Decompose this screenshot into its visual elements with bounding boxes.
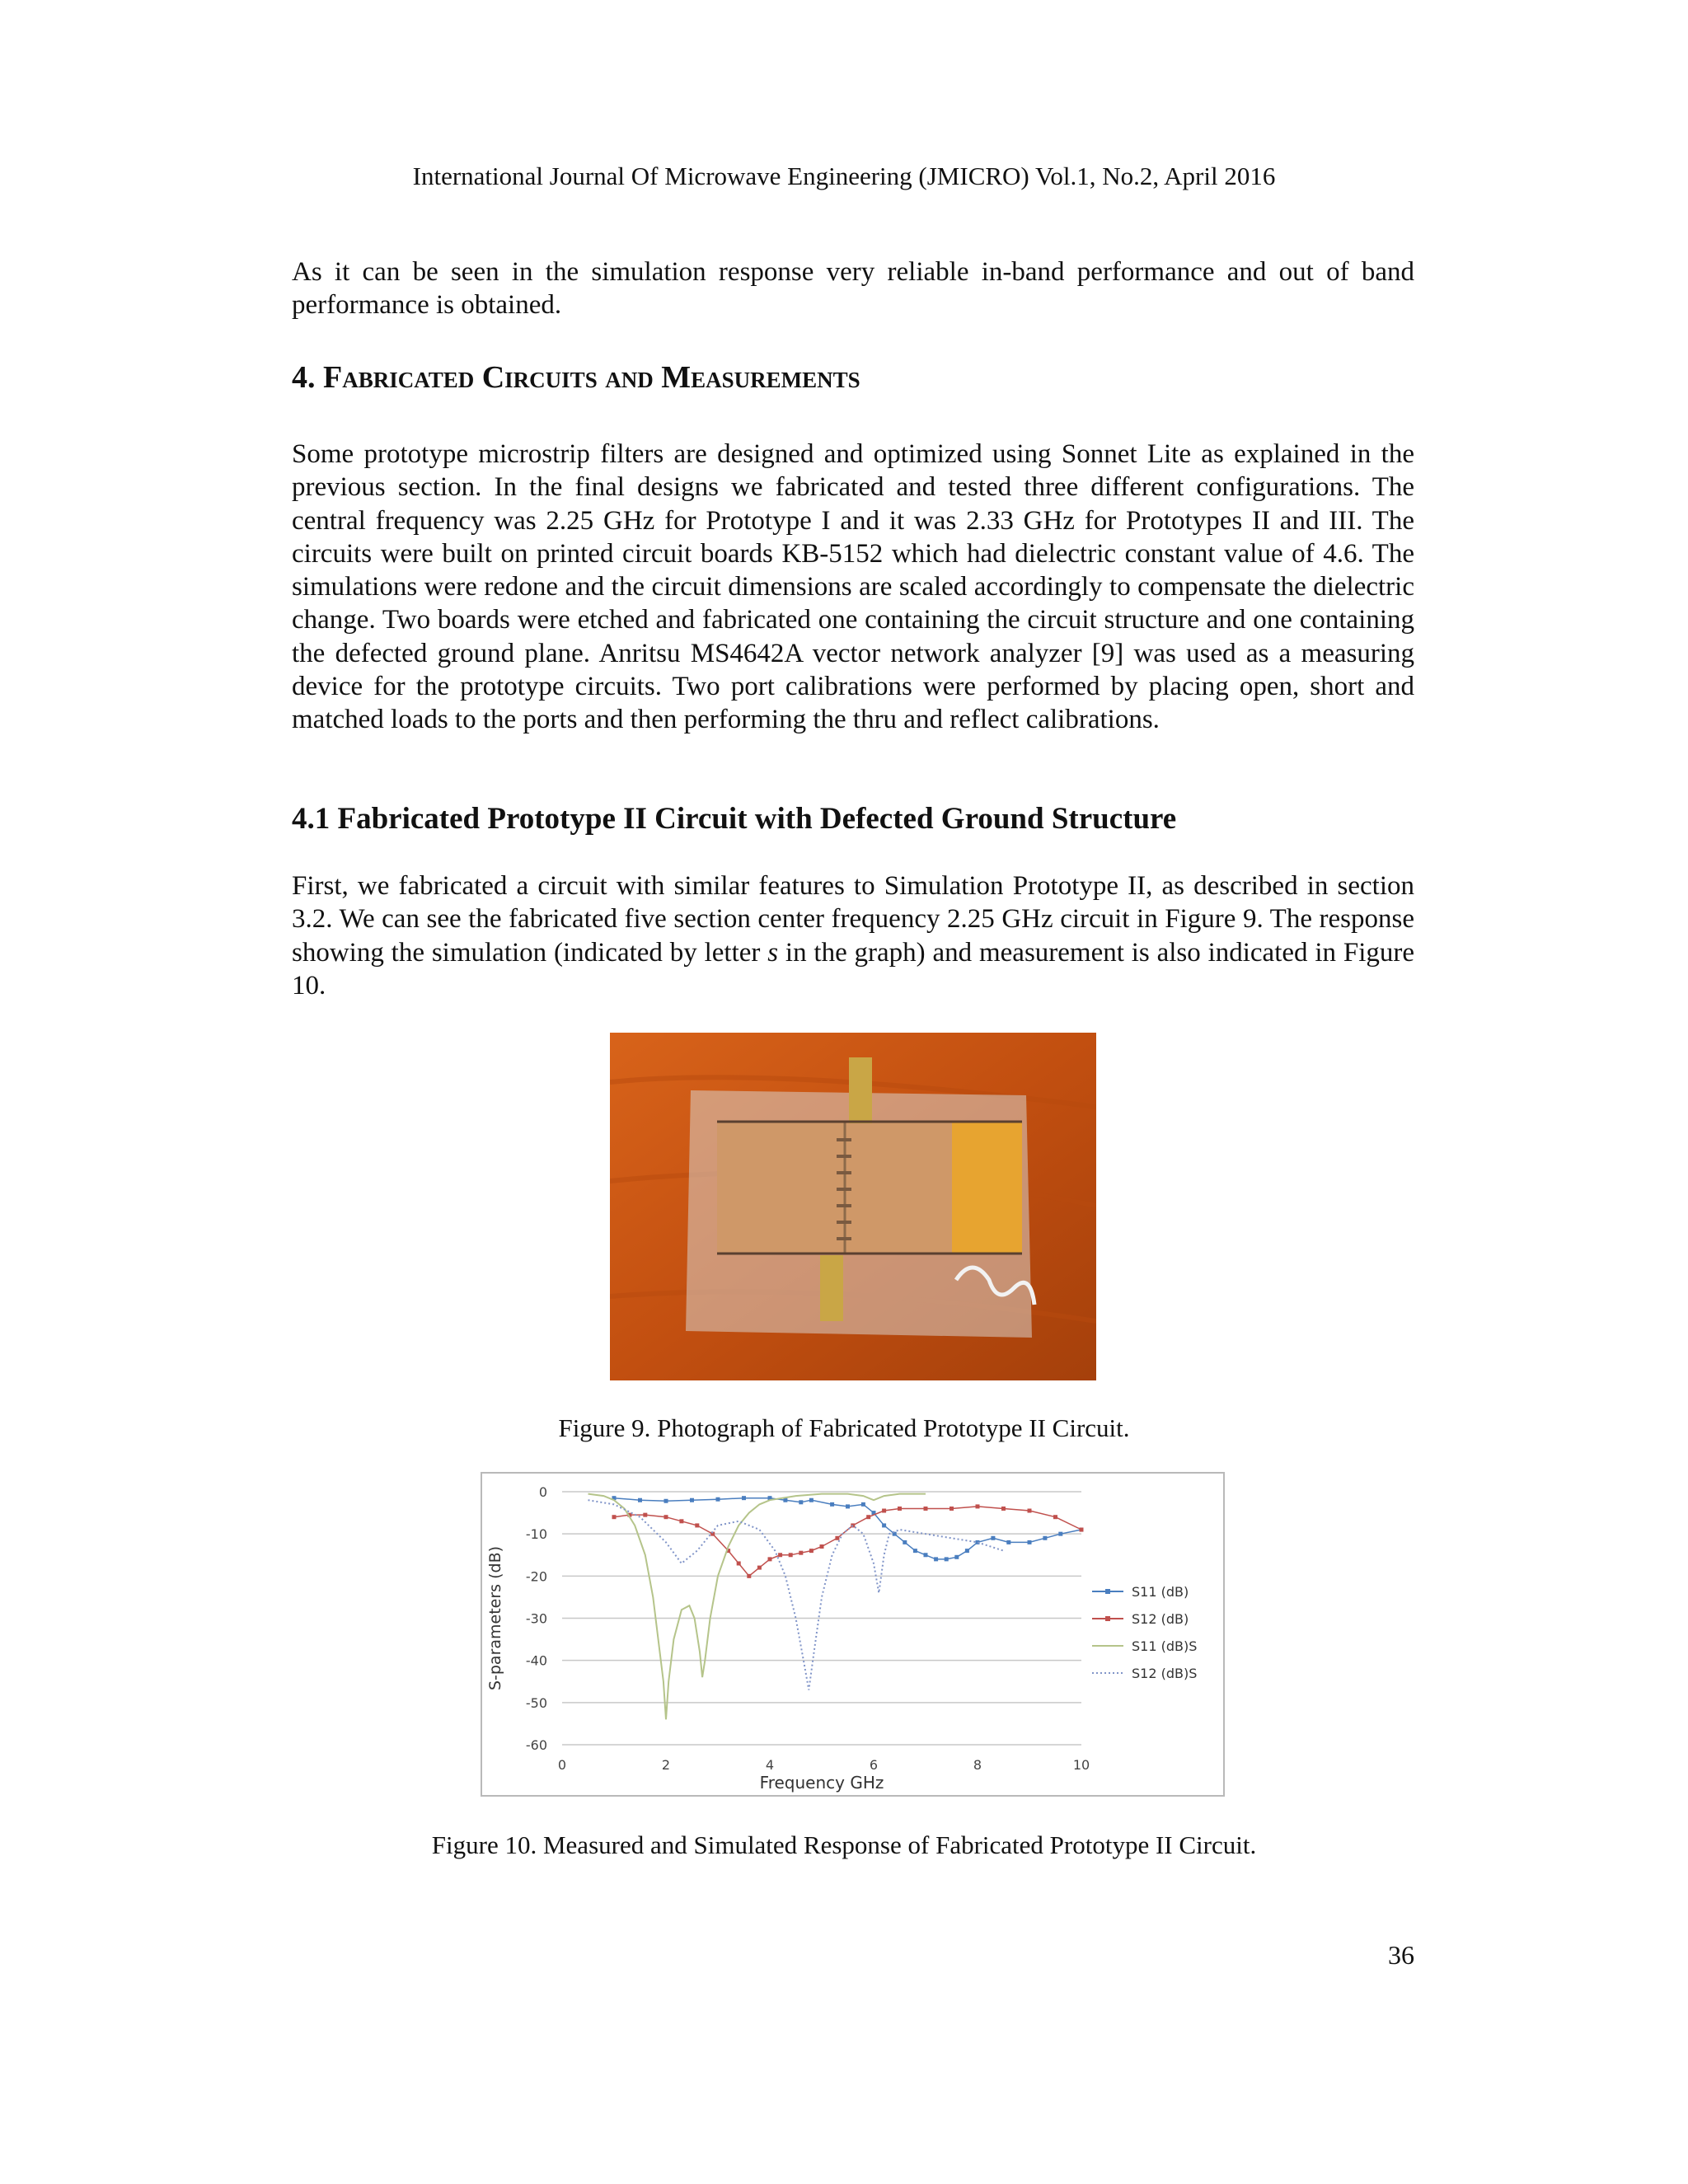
section-4-title: Fabricated Circuits and Measurements	[323, 360, 860, 395]
defected-ground-pattern	[837, 1140, 851, 1239]
section-4-1-heading: 4.1 Fabricated Prototype II Circuit with Defected Ground Structure	[292, 802, 1177, 836]
x-tick-label: 8	[973, 1757, 982, 1773]
series-2-point	[976, 1504, 980, 1508]
y-tick-label: 0	[538, 1484, 547, 1500]
figure-9-photo	[610, 1033, 1096, 1380]
series-1-point	[934, 1557, 938, 1561]
series-1-point	[965, 1549, 969, 1553]
series-2-point	[882, 1509, 886, 1513]
legend-marker	[1105, 1616, 1110, 1621]
series-2-point	[835, 1536, 839, 1540]
section-4-1-text-a: First, we fabricated a circuit with similar features to Simulation Prototype II, as described in section 3.2. We can see the fabricated five section center frequency 2.25 GHz circuit in Figure 9. The response showing the simulation (indicated by letter	[292, 871, 1414, 968]
section-4-1-text-b: in the graph) and measurement is also indicated in Figure 10.	[292, 937, 1415, 1001]
series-line-4	[588, 1500, 1004, 1690]
figure-10-chart-frame	[481, 1472, 1225, 1797]
series-2-point	[866, 1515, 870, 1519]
series-1-point	[1028, 1540, 1032, 1544]
series-1-point	[861, 1502, 865, 1507]
series-1-point	[903, 1540, 907, 1544]
y-axis-label: S-parameters (dB)	[486, 1545, 504, 1691]
section-4-paragraph: Some prototype microstrip filters are designed and optimized using Sonnet Lite as explained in the previous section. In the final designs we fabricated and tested three different configurations. The central frequency was 2.25 GHz for Prototype I and it was 2.33 GHz for Prototypes II and III. The circuits were built on printed circuit boards KB-5152 which had dielectric constant value of 4.6. The simulations were redone and the circuit dimensions are scaled accordingly to compensate the dielectric change. Two boards were etched and fabricated one containing the circuit structure and one containing the defected ground plane. Anritsu MS4642A vector network analyzer [9] was used as a measuring device for the prototype circuits. Two port calibrations were performed by placing open, short and matched loads to the ports and then performing the thru and reflect calibrations.	[292, 439, 1414, 735]
y-tick-label: -30	[525, 1610, 547, 1627]
section-4-1-italic-s: s	[767, 937, 779, 968]
series-2-point	[664, 1515, 668, 1519]
series-2-point	[679, 1519, 683, 1523]
series-1-point	[690, 1498, 694, 1502]
series-2-point	[695, 1523, 699, 1527]
series-2-point	[1001, 1507, 1006, 1511]
series-1-point	[783, 1498, 787, 1502]
x-tick-label: 10	[1072, 1757, 1090, 1773]
section-4-number: 4.	[292, 360, 316, 395]
series-1-point	[742, 1496, 746, 1500]
series-1-point	[664, 1499, 668, 1503]
running-head: International Journal Of Microwave Engineering (JMICRO) Vol.1, No.2, April 2016	[412, 162, 1276, 190]
series-2-point	[643, 1513, 647, 1517]
y-tick-label: -50	[525, 1694, 547, 1711]
series-1-point	[716, 1497, 720, 1502]
page-number: 36	[1388, 1940, 1414, 1970]
series-1-point	[1043, 1536, 1047, 1540]
legend-label: S12 (dB)S	[1132, 1666, 1198, 1681]
legend-marker	[1105, 1589, 1110, 1594]
x-tick-label: 6	[869, 1757, 879, 1773]
series-2-point	[768, 1557, 772, 1561]
figure-9-caption: Figure 9. Photograph of Fabricated Prototype II Circuit.	[558, 1413, 1130, 1442]
series-1-point	[809, 1498, 814, 1502]
series-1-point	[913, 1549, 917, 1553]
top-sma-connector	[849, 1057, 872, 1123]
series-2-point	[1028, 1509, 1032, 1513]
section-4-1-paragraph	[292, 869, 1414, 1002]
flex-tape	[952, 1122, 1022, 1254]
legend-label: S12 (dB)	[1132, 1611, 1189, 1627]
figure-10-chart	[482, 1474, 1223, 1795]
series-1-point	[882, 1523, 886, 1527]
series-2-point	[789, 1553, 793, 1557]
series-1-point	[1006, 1540, 1010, 1544]
y-tick-label: -10	[525, 1526, 547, 1543]
series-2-point	[612, 1515, 617, 1519]
series-2-point	[757, 1566, 762, 1570]
series-2-point	[898, 1507, 902, 1511]
series-2-point	[924, 1507, 928, 1511]
x-tick-label: 4	[765, 1757, 775, 1773]
series-2-point	[809, 1549, 814, 1553]
series-1-point	[991, 1536, 995, 1540]
figure-10-caption: Figure 10. Measured and Simulated Response of Fabricated Prototype II Circuit.	[431, 1830, 1257, 1859]
series-1-point	[924, 1553, 928, 1557]
series-2-point	[851, 1523, 855, 1527]
section-4-heading	[292, 359, 860, 396]
series-1-point	[954, 1555, 959, 1559]
series-1-point	[945, 1557, 949, 1561]
series-1-point	[638, 1498, 642, 1502]
series-1-point	[799, 1500, 803, 1504]
y-tick-label: -40	[525, 1652, 547, 1669]
series-2-point	[1080, 1528, 1084, 1532]
intro-paragraph: As it can be seen in the simulation response very reliable in-band performance and out of band performance is obtained.	[292, 257, 1414, 321]
series-1-point	[1058, 1532, 1062, 1536]
series-1-point	[846, 1504, 850, 1508]
legend-label: S11 (dB)S	[1132, 1638, 1198, 1654]
series-2-point	[778, 1553, 782, 1557]
series-2-point	[950, 1507, 954, 1511]
series-2-point	[820, 1544, 824, 1549]
series-2-point	[1053, 1515, 1057, 1519]
legend-label: S11 (dB)	[1132, 1584, 1189, 1600]
x-tick-label: 0	[557, 1757, 567, 1773]
series-2-point	[747, 1574, 751, 1578]
y-tick-label: -60	[525, 1737, 547, 1753]
series-2-point	[799, 1551, 803, 1555]
bottom-sma-connector	[820, 1255, 843, 1321]
series-2-point	[737, 1561, 741, 1565]
x-tick-label: 2	[661, 1757, 671, 1773]
y-tick-label: -20	[525, 1568, 547, 1585]
series-line-2	[614, 1507, 1081, 1576]
series-1-point	[830, 1502, 834, 1507]
x-axis-label: Frequency GHz	[759, 1773, 884, 1793]
